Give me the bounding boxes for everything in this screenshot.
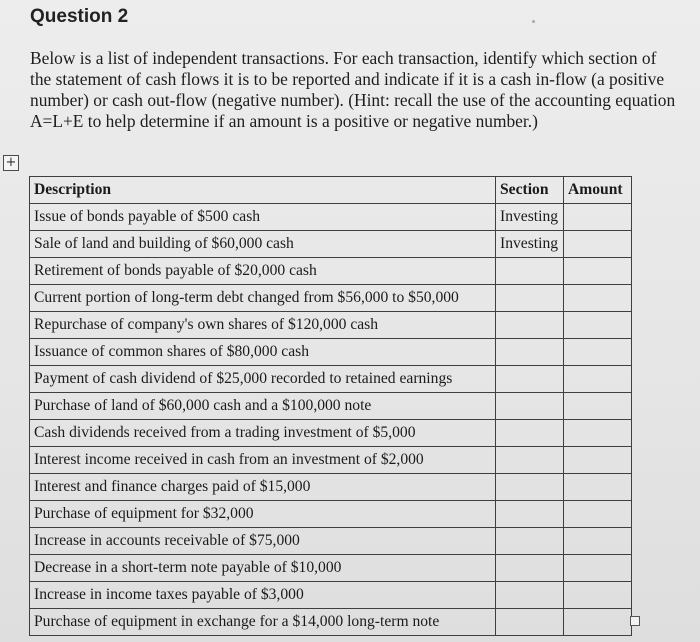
amount-cell[interactable] <box>564 366 632 393</box>
table-row <box>30 501 632 528</box>
amount-cell[interactable] <box>564 582 632 609</box>
question-title: Question 2 <box>30 6 129 27</box>
amount-cell[interactable] <box>564 231 632 258</box>
description-cell: Increase in income taxes payable of $3,000 <box>30 582 496 609</box>
section-cell[interactable] <box>496 447 564 474</box>
description-cell: Issue of bonds payable of $500 cash <box>30 204 496 231</box>
amount-cell[interactable] <box>564 312 632 339</box>
description-cell: Cash dividends received from a trading investment of $5,000 <box>30 420 496 447</box>
description-cell: Retirement of bonds payable of $20,000 cash <box>30 258 496 285</box>
header-description: Description <box>30 177 496 204</box>
table-row <box>30 393 632 420</box>
section-cell[interactable] <box>496 609 564 636</box>
amount-cell[interactable] <box>564 609 632 636</box>
amount-cell[interactable] <box>564 258 632 285</box>
table-row <box>30 528 632 555</box>
section-cell[interactable] <box>496 312 564 339</box>
table-row <box>30 339 632 366</box>
section-cell[interactable] <box>496 393 564 420</box>
section-cell[interactable] <box>496 501 564 528</box>
table-body <box>30 204 632 636</box>
section-cell[interactable] <box>496 339 564 366</box>
amount-cell[interactable] <box>564 393 632 420</box>
description-cell: Purchase of equipment for $32,000 <box>30 501 496 528</box>
description-cell: Sale of land and building of $60,000 cash <box>30 231 496 258</box>
amount-cell[interactable] <box>564 204 632 231</box>
description-cell: Current portion of long-term debt changed from $56,000 to $50,000 <box>30 285 496 312</box>
section-cell[interactable] <box>496 285 564 312</box>
section-cell[interactable] <box>496 420 564 447</box>
table-header-row <box>30 177 632 204</box>
table-row <box>30 231 632 258</box>
description-cell: Payment of cash dividend of $25,000 recorded to retained earnings <box>30 366 496 393</box>
amount-cell[interactable] <box>564 474 632 501</box>
table-row <box>30 366 632 393</box>
description-cell: Purchase of equipment in exchange for a $14,000 long-term note <box>30 609 496 636</box>
description-cell: Purchase of land of $60,000 cash and a $100,000 note <box>30 393 496 420</box>
table-row <box>30 420 632 447</box>
section-cell[interactable] <box>496 474 564 501</box>
table-row <box>30 447 632 474</box>
amount-cell[interactable] <box>564 555 632 582</box>
description-cell: Interest and finance charges paid of $15,000 <box>30 474 496 501</box>
table-row <box>30 285 632 312</box>
transactions-table <box>29 176 632 636</box>
amount-cell[interactable] <box>564 339 632 366</box>
section-cell[interactable] <box>496 528 564 555</box>
description-cell: Decrease in a short-term note payable of $10,000 <box>30 555 496 582</box>
amount-cell[interactable] <box>564 447 632 474</box>
move-handle-icon[interactable]: + <box>3 155 19 171</box>
description-cell: Repurchase of company's own shares of $120,000 cash <box>30 312 496 339</box>
amount-cell[interactable] <box>564 501 632 528</box>
description-cell: Increase in accounts receivable of $75,000 <box>30 528 496 555</box>
section-cell[interactable]: Investing <box>496 231 564 258</box>
table-row <box>30 474 632 501</box>
section-cell[interactable] <box>496 582 564 609</box>
header-section: Section <box>496 177 564 204</box>
description-cell: Interest income received in cash from an investment of $2,000 <box>30 447 496 474</box>
speck <box>532 20 535 23</box>
table-row <box>30 312 632 339</box>
header-amount: Amount <box>564 177 632 204</box>
amount-cell[interactable] <box>564 420 632 447</box>
question-instructions: Below is a list of independent transactions. For each transaction, identify which section of the statement of cash flows it is to be reported and indicate if it is a cash in-flow (a positive number) or cash out-flow (negative number). (Hint: recall the use of the accounting equation A=L+E to help determine if an amount is a positive or negative number.) <box>30 48 676 131</box>
section-cell[interactable] <box>496 258 564 285</box>
amount-cell[interactable] <box>564 285 632 312</box>
section-cell[interactable] <box>496 366 564 393</box>
amount-cell[interactable] <box>564 528 632 555</box>
table-row <box>30 609 632 636</box>
description-cell: Issuance of common shares of $80,000 cash <box>30 339 496 366</box>
section-cell[interactable] <box>496 555 564 582</box>
resize-handle-icon[interactable] <box>630 616 640 626</box>
table-row <box>30 582 632 609</box>
table-row <box>30 204 632 231</box>
section-cell[interactable]: Investing <box>496 204 564 231</box>
table-row <box>30 555 632 582</box>
table-row <box>30 258 632 285</box>
